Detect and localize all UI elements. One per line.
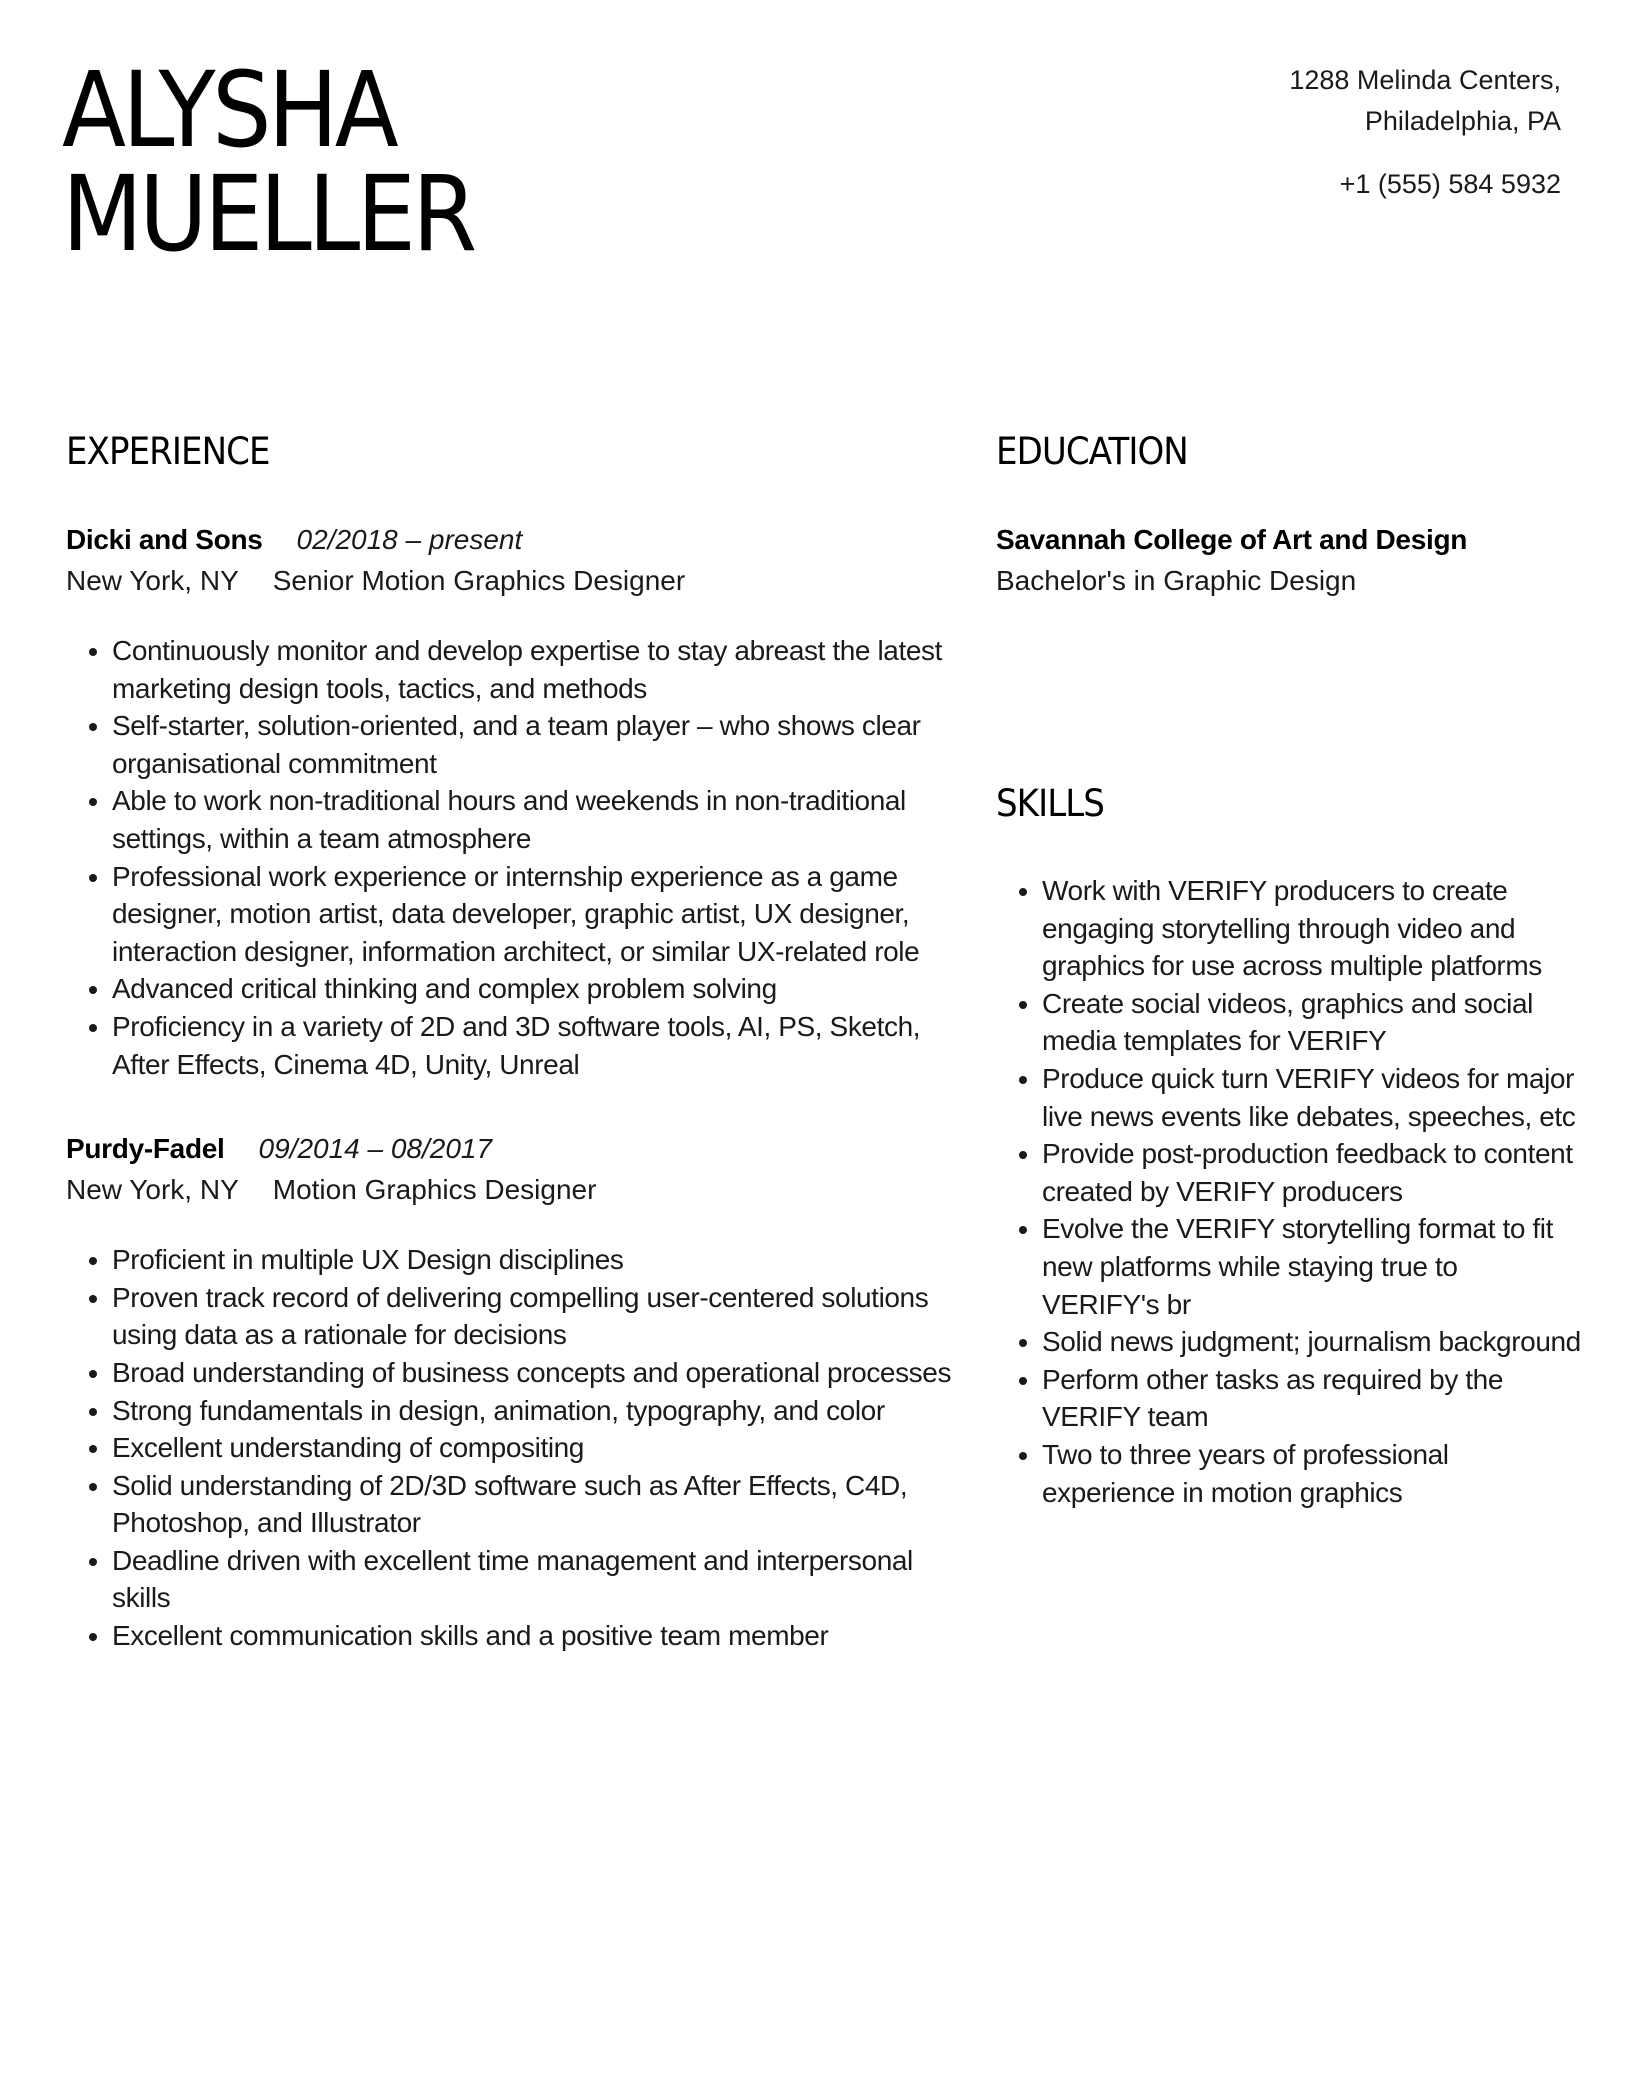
skills-section xyxy=(996,782,1581,1511)
address-line-2: Philadelphia, PA xyxy=(1364,106,1561,136)
right-column xyxy=(996,430,1581,1511)
bullet-item: • Deadline driven with excellent time management and interpersonal skills xyxy=(112,1542,962,1617)
skill-item: • Create social videos, graphics and social media templates for VERIFY xyxy=(1042,985,1582,1060)
bullet-item: • Broad understanding of business concepts and operational processes xyxy=(112,1354,962,1392)
skills-list xyxy=(996,872,1582,1511)
job-entry xyxy=(66,1129,952,1655)
education-entry xyxy=(996,520,1576,602)
bullet-item: • Able to work non-traditional hours and weekends in non-traditional settings, within a team atmosphere xyxy=(112,782,962,857)
school-name: Savannah College of Art and Design xyxy=(996,524,1468,555)
bullet-item: • Advanced critical thinking and complex problem solving xyxy=(112,970,962,1008)
skills-heading: SKILLS xyxy=(996,782,1104,825)
job-location: New York, NY xyxy=(66,565,239,596)
job-dates: 09/2014 – 08/2017 xyxy=(258,1133,493,1165)
company-name: Purdy-Fadel xyxy=(66,1133,225,1165)
skill-item: • Evolve the VERIFY storytelling format to fit new platforms while staying true to VERIFY's br xyxy=(1042,1210,1582,1323)
company-name: Dicki and Sons xyxy=(66,524,263,555)
skill-item: • Perform other tasks as required by the VERIFY team xyxy=(1042,1361,1582,1436)
skill-item: • Provide post-production feedback to content created by VERIFY producers xyxy=(1042,1135,1582,1210)
bullet-item: • Continuously monitor and develop expertise to stay abreast the latest marketing design tools, tactics, and methods xyxy=(112,632,962,707)
name-first: ALYSHA xyxy=(62,49,396,171)
bullet-item: • Professional work experience or internship experience as a game designer, motion artist, data developer, graphic artist, UX designer, interaction designer, information architect, or similar UX-related role xyxy=(112,858,962,971)
left-column xyxy=(66,430,952,1655)
bullet-item: • Proficiency in a variety of 2D and 3D software tools, AI, PS, Sketch, After Effects, Cinema 4D, Unity, Unreal xyxy=(112,1008,962,1083)
job-bullets xyxy=(66,1241,962,1655)
address-line-1: 1288 Melinda Centers, xyxy=(1289,65,1561,95)
contact-info xyxy=(1289,60,1561,205)
bullet-item: • Excellent communication skills and a positive team member xyxy=(112,1617,962,1655)
candidate-name xyxy=(62,49,474,275)
job-subheader xyxy=(66,560,946,602)
job-location: New York, NY xyxy=(66,1174,239,1206)
skill-item: • Work with VERIFY producers to create engaging storytelling through video and graphics for use across multiple platforms xyxy=(1042,872,1582,985)
bullet-item: • Strong fundamentals in design, animation, typography, and color xyxy=(112,1392,962,1430)
skill-item: • Produce quick turn VERIFY videos for major live news events like debates, speeches, etc xyxy=(1042,1060,1582,1135)
bullet-item: • Proficient in multiple UX Design disciplines xyxy=(112,1241,962,1279)
job-title: Senior Motion Graphics Designer xyxy=(272,565,686,596)
job-header xyxy=(66,520,946,560)
bullet-item: • Excellent understanding of compositing xyxy=(112,1429,962,1467)
bullet-item: • Proven track record of delivering compelling user-centered solutions using data as a rationale for decisions xyxy=(112,1279,962,1354)
degree: Bachelor's in Graphic Design xyxy=(996,565,1357,596)
name-last: MUELLER xyxy=(62,153,474,275)
job-header xyxy=(66,1129,946,1169)
education-heading: EDUCATION xyxy=(996,430,1188,473)
skill-item: • Two to three years of professional experience in motion graphics xyxy=(1042,1436,1582,1511)
bullet-item: • Self-starter, solution-oriented, and a team player – who shows clear organisational commitment xyxy=(112,707,962,782)
job-subheader xyxy=(66,1169,946,1211)
job-bullets xyxy=(66,632,962,1083)
phone-number: +1 (555) 584 5932 xyxy=(1339,169,1561,199)
bullet-item: • Solid understanding of 2D/3D software such as After Effects, C4D, Photoshop, and Illustrator xyxy=(112,1467,962,1542)
skill-item: • Solid news judgment; journalism background xyxy=(1042,1323,1582,1361)
job-entry xyxy=(66,520,946,1083)
job-title: Motion Graphics Designer xyxy=(272,1174,597,1206)
experience-heading: EXPERIENCE xyxy=(66,430,270,473)
job-dates: 02/2018 – present xyxy=(296,524,523,555)
